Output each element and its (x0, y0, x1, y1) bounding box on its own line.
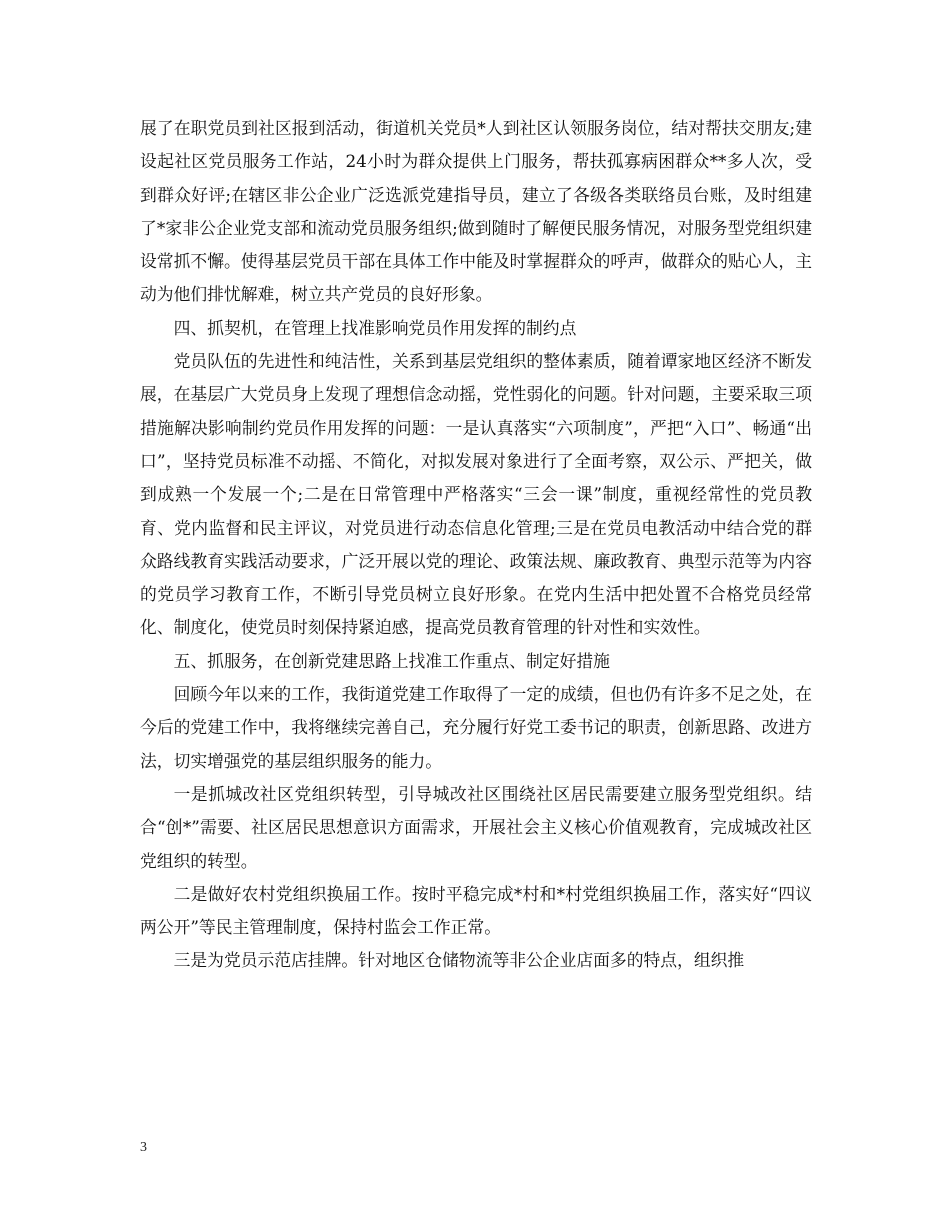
section-heading-5: 五、抓服务，在创新党建思路上找准工作重点、制定好措施 (173, 650, 610, 671)
paragraph-6: 三是为党员示范店挂牌。针对地区仓储物流等非公企业店面多的特点，组织推 (173, 950, 745, 971)
page-number: 3 (140, 1140, 147, 1155)
paragraph-1: 展了在职党员到社区报到活动，街道机关党员*人到社区认领服务岗位，结对帮扶交朋友;建设起社区党员服务工作站，24小时为群众提供上门服务，帮扶孤寡病困群众**多人次，受到群众好评;在辖区非公企业广泛选派党建指导员，建立了各级各类联络员台账，及时组建了*家非公企业党支部和流动党员服务组织;做到随时了解便民服务情况，对服务型党组织建设常抓不懈。使得基层党员干部在具体工作中能及时掌握群众的呼声，做群众的贴心人，主动为他们排忧解难，树立共产党员的良好形象。 (140, 118, 812, 305)
section-heading-4: 四、抓契机，在管理上找准影响党员作用发挥的制约点 (173, 317, 577, 338)
document-body (140, 112, 812, 978)
paragraph-2: 党员队伍的先进性和纯洁性，关系到基层党组织的整体素质，随着谭家地区经济不断发展，在基层广大党员身上发现了理想信念动摇，党性弱化的问题。针对问题，主要采取三项措施解决影响制约党员作用发挥的问题：一是认真落实“六项制度”，严把“入口”、畅通“出口”，坚持党员标准不动摇、不简化，对拟发展对象进行了全面考察，双公示、严把关，做到成熟一个发展一个;二是在日常管理中严格落实“三会一课”制度，重视经常性的党员教育、党内监督和民主评议，对党员进行动态信息化管理;三是在党员电教活动中结合党的群众路线教育实践活动要求，广泛开展以党的理论、政策法规、廉政教育、典型示范等为内容的党员学习教育工作，不断引导党员树立良好形象。在党内生活中把处置不合格党员经常化、制度化，使党员时刻保持紧迫感，提高党员教育管理的针对性和实效性。 (140, 351, 812, 638)
paragraph-4: 一是抓城改社区党组织转型，引导城改社区围绕社区居民需要建立服务型党组织。结合“创*”需要、社区居民思想意识方面需求，开展社会主义核心价值观教育，完成城改社区党组织的转型。 (140, 783, 812, 871)
paragraph-5: 二是做好农村党组织换届工作。按时平稳完成*村和*村党组织换届工作，落实好“四议两公开”等民主管理制度，保持村监会工作正常。 (140, 883, 812, 938)
paragraph-3: 回顾今年以来的工作，我街道党建工作取得了一定的成绩，但也仍有许多不足之处，在今后的党建工作中，我将继续完善自己，充分履行好党工委书记的职责，创新思路、改进方法，切实增强党的基层组织服务的能力。 (140, 684, 812, 771)
